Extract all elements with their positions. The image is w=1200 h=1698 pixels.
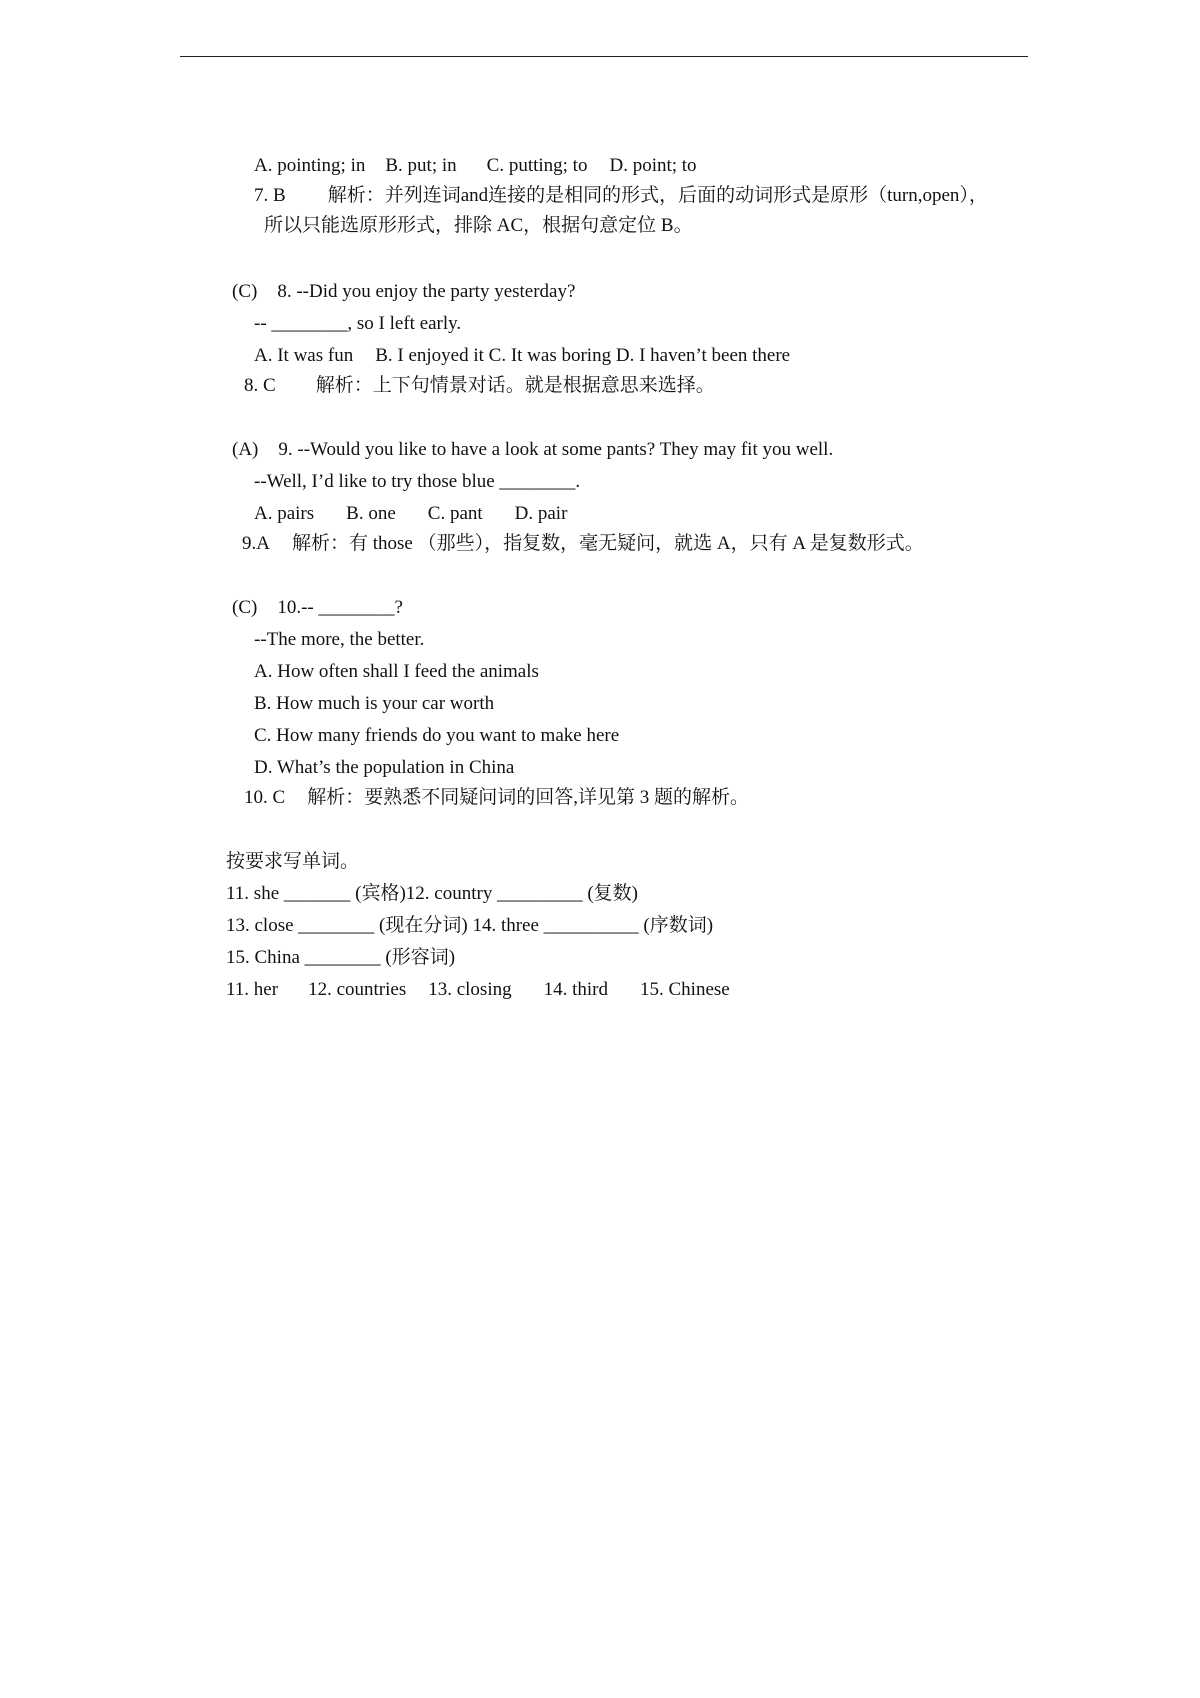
q7-option-b: B. put; in: [385, 155, 457, 176]
words-answers: [226, 978, 730, 1002]
q10-question-line: [232, 596, 403, 620]
q10-analysis: 解析：要熟悉不同疑问词的回答,详见第 3 题的解析。: [307, 787, 749, 808]
q9-answer-tag: (A): [232, 439, 259, 460]
q9-option-c: C. pant: [427, 503, 483, 524]
q10-reply: --The more, the better.: [254, 629, 425, 650]
q10-question: 10.-- ________?: [277, 597, 403, 618]
q8-answer-tag: (C): [232, 281, 258, 302]
q8-option-d: D. I haven’t been there: [615, 345, 791, 366]
q9-answer-line: [242, 532, 924, 556]
q8-reply: -- ________, so I left early.: [254, 313, 462, 334]
q8-option-b: B. I enjoyed it: [375, 345, 484, 366]
q8-options: [254, 344, 790, 368]
q7-option-a: A. pointing; in: [254, 155, 366, 176]
q7-options: [254, 154, 697, 178]
q9-options: [254, 502, 567, 526]
q10-answer-tag: (C): [232, 597, 258, 618]
words-answer-14: 14. third: [543, 979, 608, 1000]
q7-analysis-cont: 所以只能选原形形式，排除 AC，根据句意定位 B。: [264, 215, 693, 236]
words-answer-12: 12. countries: [308, 979, 407, 1000]
q10-answer-line: [244, 786, 749, 810]
q10-answer-number: 10. C: [244, 787, 286, 808]
words-line-1: 11. she _______ (宾格)12. country _________ (复数): [226, 883, 638, 904]
q10-option-b: B. How much is your car worth: [254, 693, 495, 714]
q9-reply: --Well, I’d like to try those blue ________.: [254, 471, 581, 492]
q7-option-c: C. putting; to: [486, 155, 588, 176]
header-rule: [180, 56, 1028, 57]
q10-option-d: D. What’s the population in China: [254, 757, 515, 778]
q9-analysis: 解析：有 those （那些），指复数，毫无疑问，就选 A，只有 A 是复数形式。: [291, 533, 924, 554]
q8-answer-number: 8. C: [244, 375, 276, 396]
words-line-3: 15. China ________ (形容词): [226, 947, 456, 968]
q9-option-a: A. pairs: [254, 503, 315, 524]
q7-analysis: 解析：并列连词and连接的是相同的形式，后面的动词形式是原形（turn,open），: [327, 185, 988, 206]
q9-option-d: D. pair: [514, 503, 568, 524]
q8-question: 8. --Did you enjoy the party yesterday?: [277, 281, 576, 302]
q9-question-line: [232, 438, 833, 462]
q7-answer-number: 7. B: [254, 185, 286, 206]
q8-question-line: [232, 280, 575, 304]
words-answer-11: 11. her: [226, 979, 279, 1000]
q8-option-c: C. It was boring: [488, 345, 612, 366]
words-answer-15: 15. Chinese: [640, 979, 730, 1000]
q8-analysis: 解析：上下句情景对话。就是根据意思来选择。: [315, 375, 715, 396]
q9-question: 9. --Would you like to have a look at some pants? They may fit you well.: [278, 439, 834, 460]
words-line-2: 13. close ________ (现在分词) 14. three __________ (序数词): [226, 915, 714, 936]
q7-option-d: D. point; to: [609, 155, 697, 176]
q10-option-c: C. How many friends do you want to make here: [254, 725, 620, 746]
words-answer-13: 13. closing: [428, 979, 512, 1000]
q10-option-a: A. How often shall I feed the animals: [254, 661, 539, 682]
q9-option-b: B. one: [346, 503, 396, 524]
words-heading: 按要求写单词。: [226, 851, 360, 872]
q7-answer-line: [254, 184, 988, 208]
q8-answer-line: [244, 374, 715, 398]
q8-option-a: A. It was fun: [254, 345, 354, 366]
q9-answer-number: 9.A: [242, 533, 270, 554]
